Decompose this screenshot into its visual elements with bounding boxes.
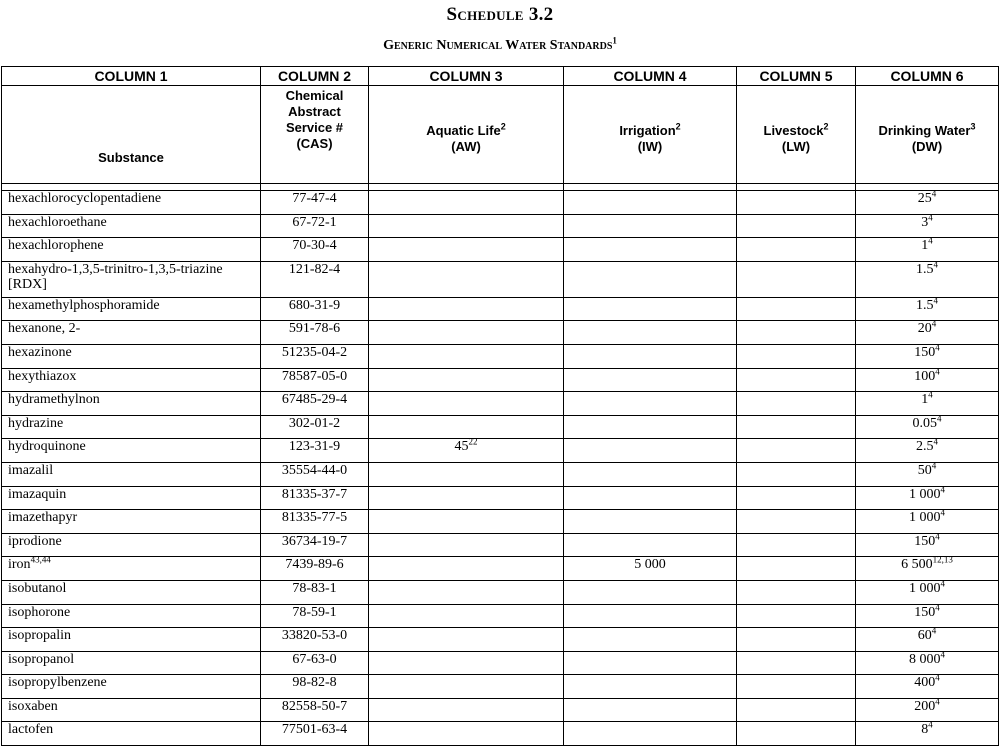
drinking-water-abbr: (DW): [911, 138, 943, 154]
irrigation-name: Irrigation$^2$: [619, 121, 681, 138]
substance-cell: [2, 344, 261, 368]
livestock-cell: [737, 297, 856, 321]
drinking-water-value: 1 000: [909, 580, 941, 596]
drinking-water-footnote: 3: [970, 121, 976, 132]
cas-number-cell: [261, 261, 369, 297]
drinking-water-cell: [856, 261, 999, 297]
table-row: [2, 344, 999, 368]
column-5-header: COLUMN 5: [737, 67, 856, 86]
cas-header-line: Abstract: [288, 104, 341, 119]
substance-value: iprodione: [8, 533, 62, 549]
aquatic-life-cell: [369, 415, 564, 439]
cas-number-value: 81335-37-7: [281, 486, 348, 502]
aquatic-life-cell: [369, 533, 564, 557]
footnote-ref: 4: [928, 719, 933, 730]
substance-cell: [2, 533, 261, 557]
cas-number-value: 33820-53-0: [281, 628, 348, 644]
aquatic-life-header: [369, 86, 564, 184]
drinking-water-cell: [856, 672, 999, 699]
column-3-header: COLUMN 3: [369, 67, 564, 86]
table-row: [2, 604, 999, 628]
livestock-cell: [737, 486, 856, 510]
irrigation-header: [564, 86, 737, 184]
footnote-ref: 4: [940, 507, 945, 518]
aquatic-life-cell: [369, 297, 564, 321]
table-row: [2, 557, 999, 581]
drinking-water-value: 8 000: [909, 651, 941, 667]
cas-number-value: 67-72-1: [292, 214, 337, 230]
irrigation-cell: [564, 462, 737, 486]
cas-number-value: 51235-04-2: [281, 344, 348, 360]
irrigation-cell: [564, 238, 737, 262]
cas-number-cell: [261, 368, 369, 392]
aquatic-life-cell: [369, 321, 564, 345]
footnote-ref: 4: [935, 601, 940, 612]
substance-cell: [2, 214, 261, 238]
footnote-ref: 4: [935, 342, 940, 353]
irrigation-cell: [564, 722, 737, 746]
livestock-cell: [737, 510, 856, 534]
cas-number-value: 36734-19-7: [281, 533, 348, 549]
irrigation-cell: [564, 698, 737, 722]
irrigation-cell: [564, 344, 737, 368]
drinking-water-value: 1 000: [909, 486, 941, 502]
substance-value: hexahydro-1,3,5-trinitro-1,3,5-triazine [RDX]: [8, 261, 223, 292]
substance-value: hexamethylphosphoramide: [8, 297, 160, 313]
cas-number-value: 77501-63-4: [281, 722, 348, 738]
drinking-water-cell: [856, 344, 999, 368]
substance-cell: [2, 415, 261, 439]
cas-header-line: Service #: [285, 120, 344, 135]
substance-cell: [2, 191, 261, 215]
cas-number-cell: [261, 439, 369, 463]
substance-cell: [2, 698, 261, 722]
livestock-cell: [737, 238, 856, 262]
substance-header: Substance: [2, 86, 261, 184]
irrigation-cell: [564, 214, 737, 238]
substance-cell: [2, 651, 261, 675]
substance-cell: [2, 261, 261, 297]
cas-number-cell: [261, 675, 369, 699]
aquatic-life-cell: [369, 486, 564, 510]
table-title: [0, 35, 1000, 54]
cas-number-cell: [261, 238, 369, 262]
table-row: [2, 368, 999, 392]
drinking-water-cell: [856, 698, 999, 722]
aquatic-life-name: Aquatic Life$^2$: [426, 121, 506, 138]
livestock-cell: [737, 191, 856, 215]
cas-header-line: (CAS): [296, 136, 333, 151]
cas-number-value: 78-59-1: [292, 604, 337, 620]
substance-value: hexachloroethane: [8, 214, 107, 230]
livestock-cell: [737, 344, 856, 368]
aquatic-life-cell: [369, 557, 564, 581]
header-separator: [2, 184, 999, 191]
drinking-water-value: 200: [914, 698, 936, 714]
cas-number-cell: [261, 321, 369, 345]
aquatic-life-cell: [369, 368, 564, 392]
substance-cell: [2, 392, 261, 416]
footnote-ref: 4: [928, 211, 933, 222]
footnote-ref: 4: [931, 188, 937, 199]
aquatic-life-cell: [369, 675, 564, 699]
aquatic-life-cell: [369, 436, 564, 463]
irrigation-cell: [564, 533, 737, 557]
table-row: [2, 698, 999, 722]
aquatic-life-cell: [369, 214, 564, 238]
footnote-ref: 43,44: [30, 554, 51, 565]
cas-number-cell: [261, 392, 369, 416]
table-row: [2, 722, 999, 746]
footnote-ref: 4: [933, 259, 938, 270]
cas-number-value: 82558-50-7: [281, 698, 348, 714]
cas-number-value: 121-82-4: [288, 261, 341, 277]
livestock-cell: [737, 580, 856, 604]
cas-number-cell: [261, 557, 369, 581]
table-row: [2, 214, 999, 238]
column-2-header: COLUMN 2: [261, 67, 369, 86]
cas-number-value: 77-47-4: [292, 191, 337, 206]
irrigation-cell: [564, 651, 737, 675]
cas-number-value: 78-83-1: [292, 580, 337, 596]
livestock-abbr: (LW): [781, 138, 811, 154]
table-row: [2, 297, 999, 321]
table-row: [2, 392, 999, 416]
livestock-cell: [737, 722, 856, 746]
footnote-ref: 4: [931, 625, 937, 636]
drinking-water-cell: [856, 297, 999, 321]
aquatic-life-cell: [369, 510, 564, 534]
livestock-cell: [737, 628, 856, 652]
footnote-ref: 4: [935, 672, 940, 683]
irrigation-cell: [564, 580, 737, 604]
aquatic-life-cell: [369, 261, 564, 297]
cas-number-cell: [261, 604, 369, 628]
livestock-cell: [737, 261, 856, 297]
irrigation-cell: [564, 439, 737, 463]
drinking-water-value: 1 000: [909, 510, 941, 526]
cas-number-value: 67-63-0: [292, 651, 337, 667]
cas-number-value: 7439-89-6: [285, 557, 344, 573]
livestock-cell: [737, 321, 856, 345]
drinking-water-value: 60: [917, 628, 932, 644]
cas-header-line: Chemical: [285, 88, 344, 103]
drinking-water-value: 1: [921, 392, 929, 408]
drinking-water-value: 1.5: [916, 261, 934, 277]
substance-value: iron: [8, 557, 31, 573]
substance-value: isophorone: [8, 604, 71, 620]
irrigation-abbr: (IW): [637, 138, 663, 154]
column-1-header: COLUMN 1: [2, 67, 261, 86]
substance-value: hexanone, 2-: [8, 321, 81, 337]
substance-value: lactofen: [8, 722, 54, 738]
substance-cell: [2, 554, 261, 581]
drinking-water-value: 150: [914, 533, 936, 549]
footnote-ref: 4: [933, 436, 938, 447]
drinking-water-cell: [856, 719, 999, 746]
drinking-water-cell: [856, 389, 999, 416]
aquatic-life-cell: [369, 580, 564, 604]
cas-number-cell: [261, 415, 369, 439]
irrigation-cell: [564, 510, 737, 534]
substance-cell: [2, 439, 261, 463]
livestock-cell: [737, 533, 856, 557]
footnote-ref: 4: [940, 578, 945, 589]
drinking-water-value: 3: [921, 214, 929, 230]
schedule-title: Schedule 3.2: [446, 4, 554, 25]
cas-number-cell: [261, 486, 369, 510]
livestock-cell: [737, 675, 856, 699]
aquatic-life-value: 45: [454, 439, 469, 455]
footnote-ref: 12,13: [932, 554, 953, 565]
cas-number-cell: [261, 533, 369, 557]
footnote-ref: 4: [928, 389, 933, 400]
substance-value: hexachlorocyclopentadiene: [8, 191, 162, 206]
drinking-water-value: 8: [921, 722, 929, 738]
footnote-ref: 4: [928, 235, 933, 246]
aquatic-life-cell: [369, 698, 564, 722]
footnote-ref: 4: [935, 696, 940, 707]
substance-value: hydramethylnon: [8, 392, 100, 408]
table-title-footnote: 1: [612, 35, 617, 46]
table-row: [2, 580, 999, 604]
substance-cell: [2, 510, 261, 534]
drinking-water-value: 1: [921, 238, 929, 254]
substance-value: imazaquin: [8, 486, 67, 502]
livestock-cell: [737, 698, 856, 722]
drinking-water-value: 50: [917, 462, 932, 478]
drinking-water-value: 20: [917, 321, 932, 337]
substance-value: hydroquinone: [8, 439, 86, 455]
irrigation-cell: [564, 415, 737, 439]
table-row: [2, 191, 999, 215]
substance-cell: [2, 722, 261, 746]
table-row: [2, 675, 999, 699]
aquatic-life-cell: [369, 604, 564, 628]
aquatic-life-cell: [369, 462, 564, 486]
cas-number-value: 67485-29-4: [281, 392, 348, 408]
column-4-header: COLUMN 4: [564, 67, 737, 86]
aquatic-life-cell: [369, 238, 564, 262]
cas-number-value: 123-31-9: [288, 439, 341, 455]
substance-value: hexazinone: [8, 344, 72, 360]
cas-number-value: 302-01-2: [288, 415, 341, 431]
livestock-cell: [737, 651, 856, 675]
drinking-water-cell: [856, 188, 999, 215]
footnote-ref: 4: [935, 531, 940, 542]
livestock-name: Livestock$^2$: [763, 121, 829, 138]
livestock-cell: [737, 439, 856, 463]
table-row: [2, 510, 999, 534]
drinking-water-cell: [856, 580, 999, 604]
column-number-row: [2, 67, 999, 86]
footnote-ref: 22: [468, 436, 478, 447]
footnote-ref: 4: [931, 460, 937, 471]
cas-number-value: 591-78-6: [288, 321, 341, 337]
livestock-cell: [737, 415, 856, 439]
substance-cell: [2, 368, 261, 392]
aquatic-life-cell: [369, 344, 564, 368]
cas-number-value: 81335-77-5: [281, 510, 348, 526]
drinking-water-value: 1.5: [916, 297, 934, 313]
cas-number-value: 98-82-8: [292, 675, 337, 691]
drinking-water-cell: [856, 625, 999, 652]
substance-cell: [2, 321, 261, 345]
irrigation-cell: [564, 604, 737, 628]
livestock-footnote: 2: [823, 121, 829, 132]
drinking-water-value: 400: [914, 675, 936, 691]
drinking-water-value: 100: [914, 368, 936, 384]
drinking-water-cell: [856, 651, 999, 675]
aquatic-life-cell: [369, 722, 564, 746]
substance-cell: [2, 486, 261, 510]
livestock-cell: [737, 557, 856, 581]
substance-value: isobutanol: [8, 580, 67, 596]
drinking-water-cell: [856, 554, 999, 581]
cas-number-cell: [261, 191, 369, 215]
substance-value: imazalil: [8, 462, 54, 478]
irrigation-cell: [564, 191, 737, 215]
drinking-water-value: 150: [914, 604, 936, 620]
cas-number-value: 35554-44-0: [281, 462, 348, 478]
substance-cell: [2, 580, 261, 604]
cas-number-value: 70-30-4: [292, 238, 337, 254]
irrigation-cell: [564, 297, 737, 321]
aquatic-life-cell: [369, 191, 564, 215]
drinking-water-value: 6 500: [901, 557, 933, 573]
drinking-water-cell: [856, 436, 999, 463]
cas-number-cell: [261, 722, 369, 746]
substance-value: isopropylbenzene: [8, 675, 107, 691]
livestock-cell: [737, 214, 856, 238]
cas-number-cell: [261, 628, 369, 652]
substance-cell: [2, 238, 261, 262]
aquatic-life-cell: [369, 628, 564, 652]
drinking-water-cell: [856, 365, 999, 392]
table-row: [2, 533, 999, 557]
table-body: [2, 188, 999, 746]
drinking-water-cell: [856, 235, 999, 262]
drinking-water-cell: [856, 483, 999, 510]
column-description-row: [2, 86, 999, 184]
cas-number-cell: [261, 462, 369, 486]
irrigation-cell: [564, 321, 737, 345]
irrigation-value: 5 000: [634, 557, 666, 573]
drinking-water-cell: [856, 211, 999, 238]
livestock-header: [737, 86, 856, 184]
cas-number-cell: [261, 297, 369, 321]
substance-value: hexythiazox: [8, 368, 77, 384]
irrigation-cell: [564, 557, 737, 581]
substance-cell: [2, 462, 261, 486]
aquatic-life-footnote: 2: [500, 121, 506, 132]
substance-cell: [2, 675, 261, 699]
drinking-water-name: Drinking Water$^3$: [878, 121, 976, 138]
substance-value: isoxaben: [8, 698, 58, 714]
substance-cell: [2, 604, 261, 628]
water-standards-table: [1, 66, 999, 746]
irrigation-cell: [564, 675, 737, 699]
footnote-ref: 4: [940, 483, 945, 494]
aquatic-life-cell: [369, 651, 564, 675]
drinking-water-cell: [856, 318, 999, 345]
drinking-water-value: 2.5: [916, 439, 934, 455]
cas-number-cell: [261, 344, 369, 368]
cas-header: [261, 86, 369, 184]
table-row: [2, 415, 999, 439]
substance-value: hexachlorophene: [8, 238, 104, 254]
table-title-text: Generic Numerical Water Standards: [383, 38, 613, 53]
footnote-ref: 4: [940, 649, 945, 660]
table-row: [2, 261, 999, 297]
livestock-cell: [737, 392, 856, 416]
substance-value: imazethapyr: [8, 510, 78, 526]
cas-number-value: 680-31-9: [288, 297, 341, 313]
footnote-ref: 4: [935, 365, 940, 376]
substance-cell: [2, 628, 261, 652]
aquatic-life-abbr: (AW): [451, 138, 481, 154]
footnote-ref: 4: [933, 295, 938, 306]
drinking-water-cell: [856, 601, 999, 628]
irrigation-footnote: 2: [675, 121, 681, 132]
table-row: [2, 651, 999, 675]
footnote-ref: 4: [931, 318, 937, 329]
drinking-water-header: [856, 86, 999, 184]
cas-number-value: 78587-05-0: [281, 368, 348, 384]
cas-number-cell: [261, 214, 369, 238]
cas-number-cell: [261, 651, 369, 675]
livestock-cell: [737, 462, 856, 486]
irrigation-cell: [564, 486, 737, 510]
table-row: [2, 462, 999, 486]
drinking-water-value: 150: [914, 344, 936, 360]
column-6-header: COLUMN 6: [856, 67, 999, 86]
footnote-ref: 4: [937, 413, 942, 424]
drinking-water-cell: [856, 533, 999, 557]
irrigation-cell: [564, 368, 737, 392]
table-row: [2, 486, 999, 510]
cas-number-cell: [261, 510, 369, 534]
substance-value: isopropanol: [8, 651, 75, 667]
substance-value: isopropalin: [8, 628, 71, 644]
drinking-water-cell: [856, 415, 999, 439]
substance-value: hydrazine: [8, 415, 64, 431]
drinking-water-cell: [856, 507, 999, 534]
table-row: [2, 321, 999, 345]
cas-number-cell: [261, 580, 369, 604]
irrigation-cell: [564, 261, 737, 297]
cas-number-cell: [261, 698, 369, 722]
table-row: [2, 439, 999, 463]
irrigation-cell: [564, 392, 737, 416]
aquatic-life-cell: [369, 392, 564, 416]
substance-cell: [2, 297, 261, 321]
drinking-water-cell: [856, 462, 999, 486]
livestock-cell: [737, 604, 856, 628]
drinking-water-value: 0.05: [912, 415, 937, 431]
table-row: [2, 238, 999, 262]
livestock-cell: [737, 368, 856, 392]
irrigation-cell: [564, 628, 737, 652]
drinking-water-value: 25: [917, 191, 932, 206]
table-row: [2, 628, 999, 652]
